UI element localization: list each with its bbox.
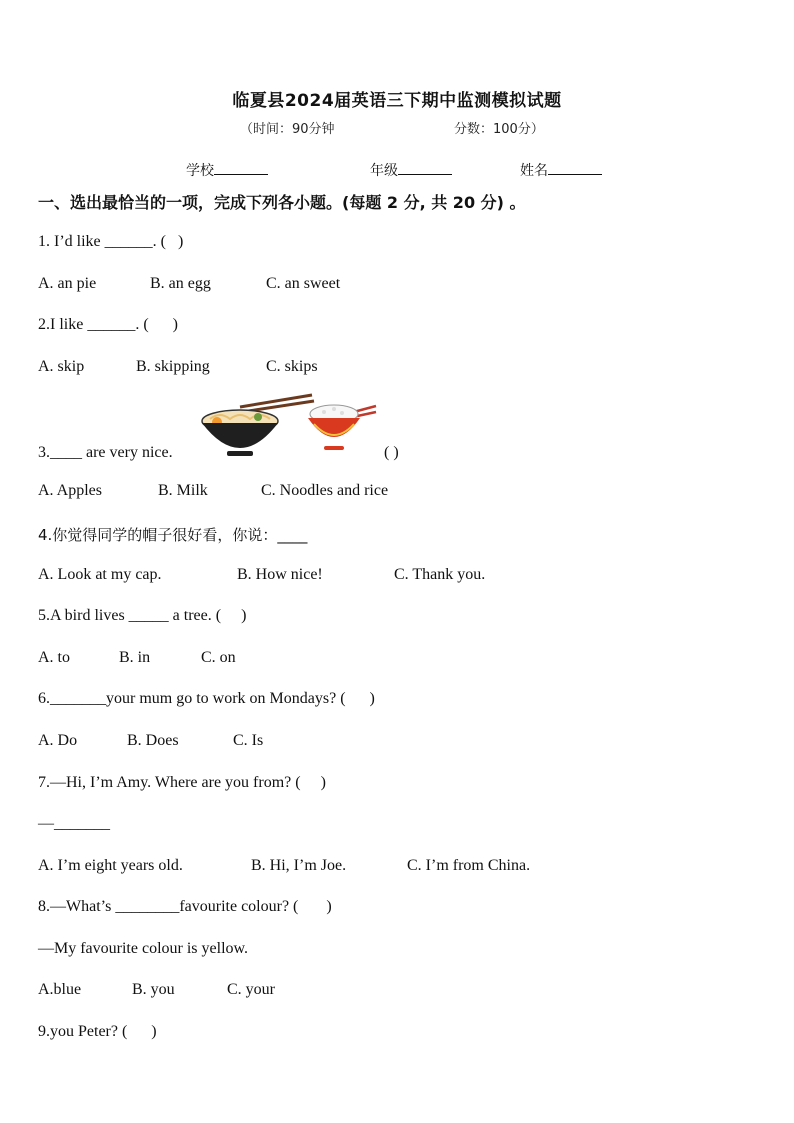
question-2-option-c[interactable]: C. skips — [266, 358, 318, 375]
question-8-option-c[interactable]: C. your — [227, 981, 275, 998]
question-3-option-b[interactable]: B. Milk — [158, 482, 208, 499]
question-8-option-a[interactable]: A.blue — [38, 981, 82, 998]
question-7-reply: —_______ — [38, 815, 110, 832]
grade-field — [370, 160, 452, 180]
question-5-option-b[interactable]: B. in — [119, 649, 151, 666]
noodle-bowl-icon — [200, 393, 315, 463]
question-8-option-b[interactable]: B. you — [132, 981, 175, 998]
question-7-stem: 7.—Hi, I’m Amy. Where are you from? ( ) — [38, 774, 326, 791]
question-4-stem: 4.你觉得同学的帽子很好看，你说：____ — [38, 526, 308, 544]
rice-bowl-icon — [304, 400, 379, 455]
question-5-stem: 5.A bird lives _____ a tree. ( ) — [38, 607, 247, 624]
question-2-stem: 2.I like ______. ( ) — [38, 316, 178, 333]
question-1-option-a[interactable]: A. an pie — [38, 275, 97, 292]
name-label: 姓名 — [520, 163, 548, 179]
exam-time: （时间：90分钟 — [240, 122, 335, 137]
question-3-bracket[interactable]: ( ) — [384, 444, 399, 461]
question-6-stem: 6._______your mum go to work on Mondays? ( ) — [38, 690, 375, 707]
question-8-reply: —My favourite colour is yellow. — [38, 940, 249, 957]
question-9-stem: 9.you Peter? ( ) — [38, 1023, 157, 1040]
question-3-option-a[interactable]: A. Apples — [38, 482, 102, 499]
question-1-option-b[interactable]: B. an egg — [150, 275, 211, 292]
question-7-option-c[interactable]: C. I’m from China. — [407, 857, 531, 874]
question-1-stem: 1. I’d like ______. ( ) — [38, 233, 184, 250]
section-heading: 一、选出最恰当的一项，完成下列各小题。(每题 2 分, 共 20 分) 。 — [38, 193, 526, 212]
name-blank[interactable] — [548, 160, 602, 175]
question-8-stem: 8.—What’s ________favourite colour? ( ) — [38, 898, 332, 915]
question-4-option-c[interactable]: C. Thank you. — [394, 566, 486, 583]
page-title: 临夏县2024届英语三下期中监测模拟试题 — [232, 91, 562, 111]
question-5-option-a[interactable]: A. to — [38, 649, 70, 666]
school-label: 学校 — [186, 163, 214, 179]
name-field — [520, 160, 602, 180]
question-3-option-c[interactable]: C. Noodles and rice — [261, 482, 389, 499]
question-1-option-c[interactable]: C. an sweet — [266, 275, 341, 292]
grade-blank[interactable] — [398, 160, 452, 175]
question-6-option-a[interactable]: A. Do — [38, 732, 78, 749]
question-5-option-c[interactable]: C. on — [201, 649, 236, 666]
question-4-option-b[interactable]: B. How nice! — [237, 566, 323, 583]
question-4-option-a[interactable]: A. Look at my cap. — [38, 566, 162, 583]
grade-label: 年级 — [370, 163, 398, 179]
question-7-option-b[interactable]: B. Hi, I’m Joe. — [251, 857, 347, 874]
question-3-stem: 3.____ are very nice. — [38, 444, 173, 461]
school-field — [186, 160, 268, 180]
question-6-option-c[interactable]: C. Is — [233, 732, 264, 749]
question-2-option-b[interactable]: B. skipping — [136, 358, 210, 375]
question-7-option-a[interactable]: A. I’m eight years old. — [38, 857, 183, 874]
school-blank[interactable] — [214, 160, 268, 175]
question-2-option-a[interactable]: A. skip — [38, 358, 85, 375]
question-6-option-b[interactable]: B. Does — [127, 732, 179, 749]
exam-score: 分数：100分） — [454, 122, 544, 137]
